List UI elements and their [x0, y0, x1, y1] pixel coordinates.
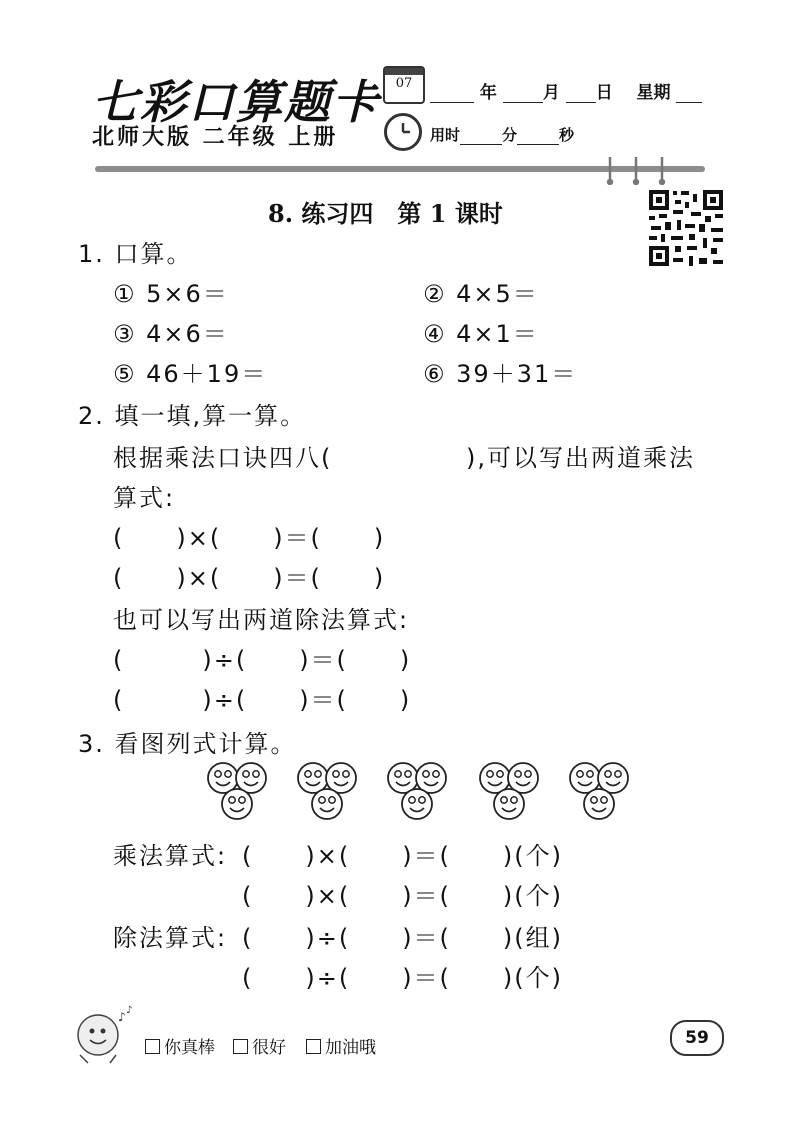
q2-line1-part2: ),可以写出两道乘法 — [466, 444, 695, 472]
date-weekday-label: 星期 — [636, 83, 671, 103]
date-day-label: 日 — [595, 83, 613, 103]
checkbox-icon[interactable] — [233, 1039, 248, 1054]
mascot-icon — [70, 1005, 140, 1067]
date-fields — [430, 78, 702, 103]
date-year-label: 年 — [479, 83, 497, 103]
q3-div-row-2: ( )÷( )＝( )(个) — [242, 964, 564, 992]
smiley-groups-figure — [195, 758, 645, 828]
q3-div-row-1: ( )÷( )＝( )(组) — [242, 924, 564, 952]
q3-mult-row-2: ( )×( )＝( )(个) — [242, 882, 564, 910]
q1-item-4: ④ 4×1＝ — [423, 320, 539, 348]
q3-mult-row-1: ( )×( )＝( )(个) — [242, 842, 564, 870]
clock-icon — [384, 113, 422, 151]
q2-div-row-2: ( )÷( )＝( ) — [113, 686, 412, 714]
q3-div-label: 除法算式: — [113, 924, 228, 952]
q1-item-6: ⑥ 39＋31＝ — [423, 360, 578, 388]
lesson-title: 8. 练习四 第 1 课时 — [268, 199, 503, 228]
time-used-label: 用时 — [430, 126, 461, 144]
q1-item-2: ② 4×5＝ — [423, 280, 539, 308]
q2-mult-row-2: ( )×( )＝( ) — [113, 564, 386, 592]
time-fields — [430, 124, 574, 145]
time-min-label: 分 — [502, 126, 518, 144]
q3-mult-label: 乘法算式: — [113, 842, 228, 870]
time-sec-label: 秒 — [559, 126, 575, 144]
rating-label-3: 加油哦 — [325, 1038, 376, 1058]
smiley-group-1 — [208, 763, 266, 819]
q1-item-1: ① 5×6＝ — [113, 280, 229, 308]
checkbox-icon[interactable] — [145, 1039, 160, 1054]
divider-clips-icon — [600, 155, 670, 185]
q1-item-5: ⑤ 46＋19＝ — [113, 360, 268, 388]
rating-label-1: 你真棒 — [164, 1038, 215, 1058]
calendar-icon — [383, 66, 425, 104]
q1-item-3: ③ 4×6＝ — [113, 320, 229, 348]
q2-line1-part1: 根据乘法口诀四八( — [113, 444, 333, 472]
rating-option-1[interactable] — [145, 1033, 215, 1058]
svg-text:♪: ♪ — [126, 1005, 133, 1016]
smiley-group-5 — [570, 763, 628, 819]
edition-label: 北师大版 二年级 上册 — [92, 125, 339, 150]
page-number: 59 — [670, 1020, 724, 1056]
q2-line2: 算式: — [113, 484, 176, 512]
rating-option-3[interactable] — [306, 1033, 376, 1058]
smiley-group-4 — [480, 763, 538, 819]
brand-title: 七彩口算题卡 — [92, 75, 380, 129]
q2-mult-row-1: ( )×( )＝( ) — [113, 524, 386, 552]
checkbox-icon[interactable] — [306, 1039, 321, 1054]
q2-title: 2. 填一填,算一算。 — [78, 402, 307, 430]
date-month-label: 月 — [542, 83, 560, 103]
calendar-number: 07 — [395, 76, 413, 91]
rating-option-2[interactable] — [233, 1033, 286, 1058]
q2-div-row-1: ( )÷( )＝( ) — [113, 646, 412, 674]
smiley-group-3 — [388, 763, 446, 819]
q3-title: 3. 看图列式计算。 — [78, 730, 297, 758]
q1-title: 1. 口算。 — [78, 240, 193, 268]
smiley-group-2 — [298, 763, 356, 819]
svg-text:♪: ♪ — [118, 1010, 126, 1024]
qr-code-icon — [647, 188, 725, 268]
q2-div-intro: 也可以写出两道除法算式: — [113, 606, 410, 634]
rating-label-2: 很好 — [252, 1038, 286, 1058]
